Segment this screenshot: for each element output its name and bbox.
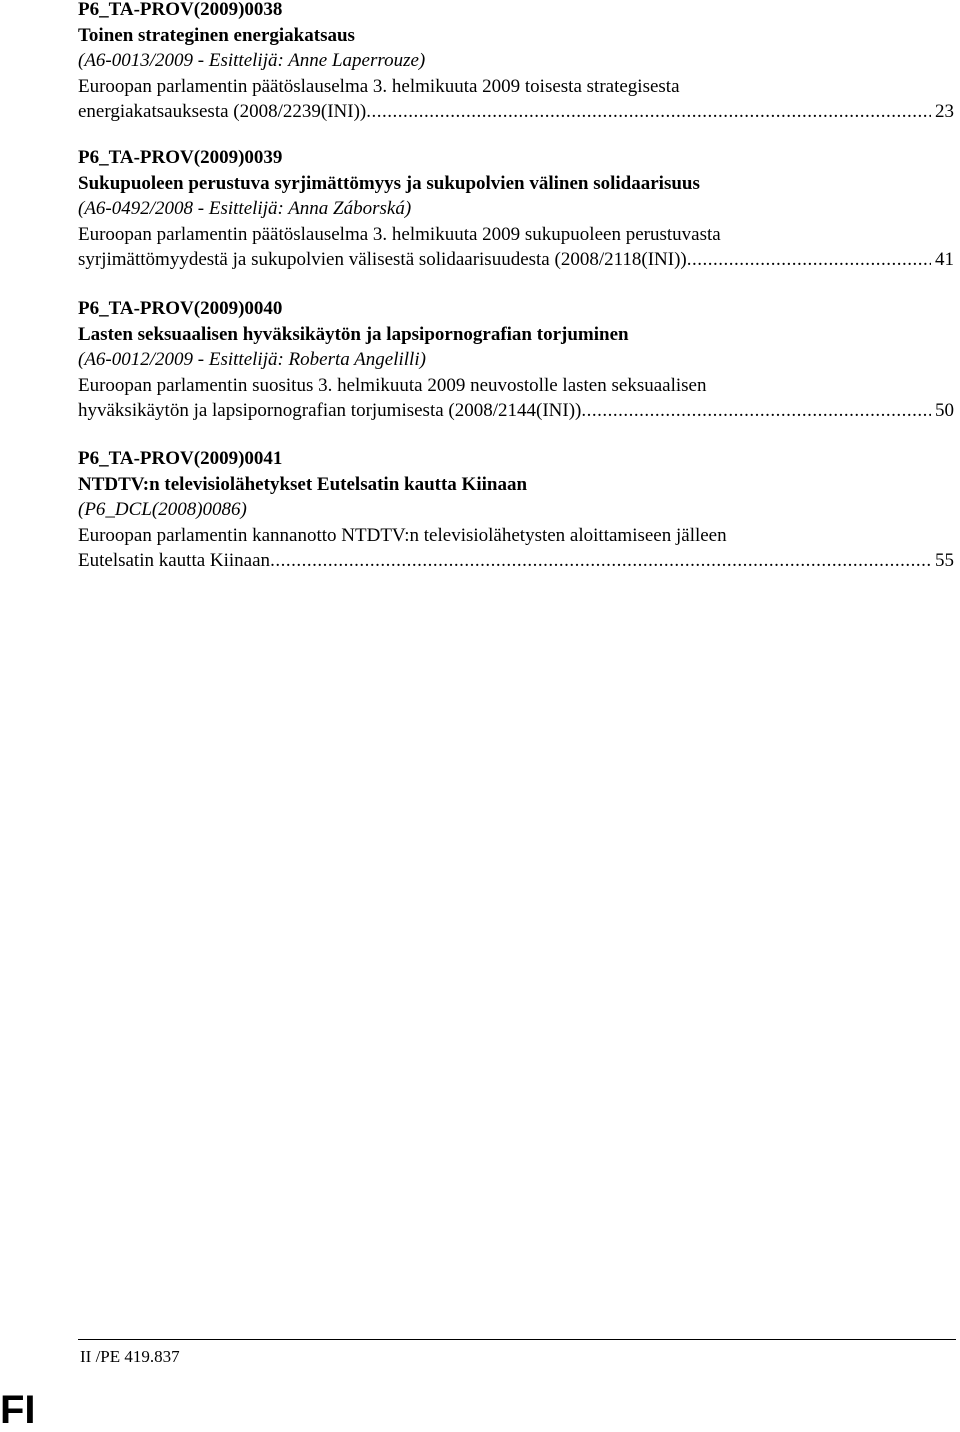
entry-description-last-line [78, 548, 954, 574]
entry-reference: P6_TA-PROV(2009)0040 [78, 298, 283, 319]
entry-description: Euroopan parlamentin päätöslauselma 3. helmikuuta 2009 toisesta strategisesta [78, 75, 680, 97]
toc-entry [78, 296, 954, 424]
entry-title: Sukupuoleen perustuva syrjimättömyys ja sukupolvien välinen solidaarisuus [78, 172, 700, 194]
entry-description: Euroopan parlamentin kannanotto NTDTV:n televisiolähetysten aloittamiseen jälleen [78, 524, 727, 546]
footer-divider [78, 1339, 956, 1340]
entry-description: Euroopan parlamentin päätöslauselma 3. helmikuuta 2009 sukupuoleen perustuvasta [78, 223, 721, 245]
toc-entry [78, 446, 954, 574]
page-number[interactable]: 23 [935, 101, 954, 122]
entry-description-last-line [78, 247, 954, 273]
entry-description-last-line [78, 99, 954, 125]
leader-dots [366, 99, 931, 125]
entry-title: Lasten seksuaalisen hyväksikäytön ja lapsipornografian torjuminen [78, 323, 629, 345]
entry-description: Euroopan parlamentin suositus 3. helmikuuta 2009 neuvostolle lasten seksuaalisen [78, 374, 707, 396]
entry-rapporteur: (A6-0013/2009 - Esittelijä: Anne Laperrouze) [78, 50, 426, 71]
entry-description-text: energiakatsauksesta (2008/2239(INI)) [78, 101, 367, 122]
toc-entry [78, 145, 954, 273]
entry-reference: P6_TA-PROV(2009)0041 [78, 448, 283, 469]
entry-description-text: hyväksikäytön ja lapsipornografian torjumisesta (2008/2144(INI)) [78, 400, 582, 421]
entry-description-text: Eutelsatin kautta Kiinaan [78, 550, 271, 571]
leader-dots [581, 398, 931, 424]
page-number[interactable]: 50 [935, 400, 954, 421]
entry-rapporteur: (A6-0492/2008 - Esittelijä: Anna Záborská) [78, 198, 412, 219]
leader-dots [270, 548, 931, 574]
entry-reference: P6_TA-PROV(2009)0039 [78, 147, 283, 168]
footer-document-reference: II /PE 419.837 [80, 1347, 180, 1366]
entry-title: Toinen strateginen energiakatsaus [78, 24, 355, 46]
language-code: FI [0, 1388, 36, 1432]
entry-description-text: syrjimättömyydestä ja sukupolvien välisestä solidaarisuudesta (2008/2118(INI)) [78, 249, 687, 270]
page-number[interactable]: 55 [935, 550, 954, 571]
entry-rapporteur: (P6_DCL(2008)0086) [78, 499, 247, 520]
leader-dots [687, 247, 931, 273]
entry-rapporteur: (A6-0012/2009 - Esittelijä: Roberta Angelilli) [78, 349, 426, 370]
entry-reference: P6_TA-PROV(2009)0038 [78, 0, 283, 20]
entry-description-last-line [78, 398, 954, 424]
entry-title: NTDTV:n televisiolähetykset Eutelsatin kautta Kiinaan [78, 473, 528, 495]
page-number[interactable]: 41 [935, 249, 954, 270]
toc-entry [78, 0, 954, 125]
